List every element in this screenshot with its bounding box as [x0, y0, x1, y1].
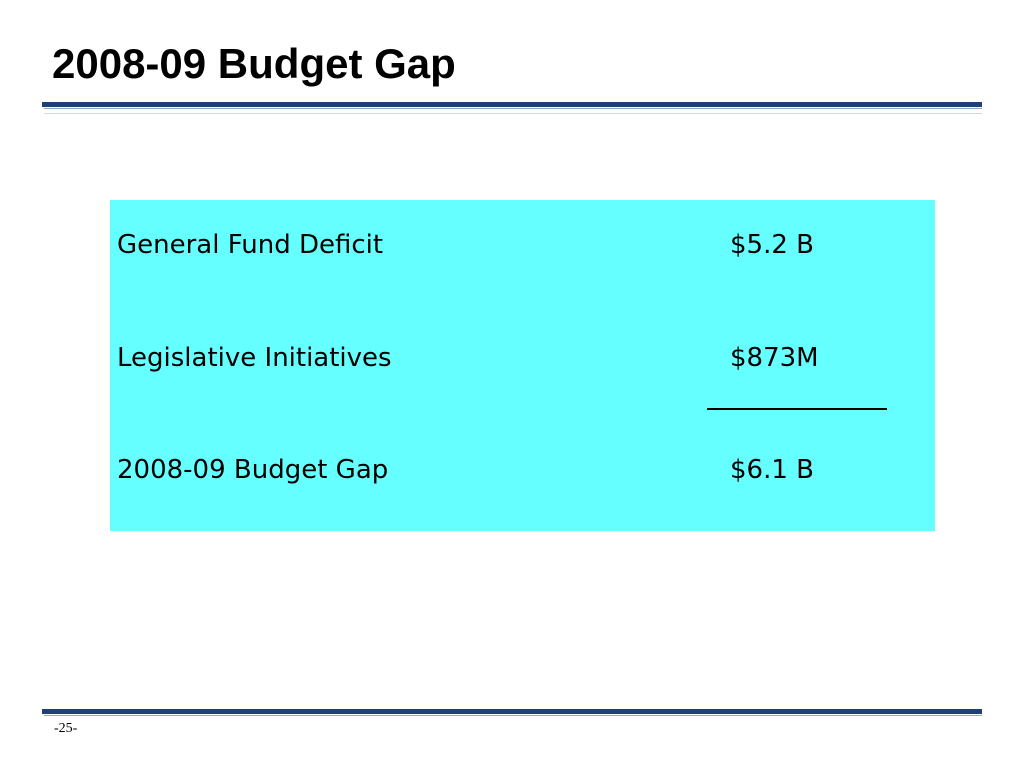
row-label: 2008-09 Budget Gap: [117, 455, 389, 485]
budget-row-legislative-initiatives: [110, 338, 935, 378]
row-value: $6.1 B: [730, 455, 814, 485]
page-number: -25-: [54, 721, 78, 736]
slide-title: 2008-09 Budget Gap: [52, 40, 456, 87]
row-value: $873M: [730, 343, 819, 373]
sum-underline: [707, 408, 887, 410]
header-rule-light: [44, 113, 982, 114]
row-label: General Fund Deficit: [117, 230, 384, 260]
row-label: Legislative Initiatives: [117, 343, 392, 373]
footer-rule-thin: [44, 715, 982, 716]
budget-summary-box: [110, 200, 935, 531]
header-rule: [42, 102, 982, 107]
header-rule-thin: [44, 108, 982, 109]
footer-rule: [42, 709, 982, 714]
budget-row-general-fund-deficit: [110, 225, 935, 265]
row-value: $5.2 B: [730, 230, 814, 260]
budget-row-total-gap: [110, 450, 935, 490]
